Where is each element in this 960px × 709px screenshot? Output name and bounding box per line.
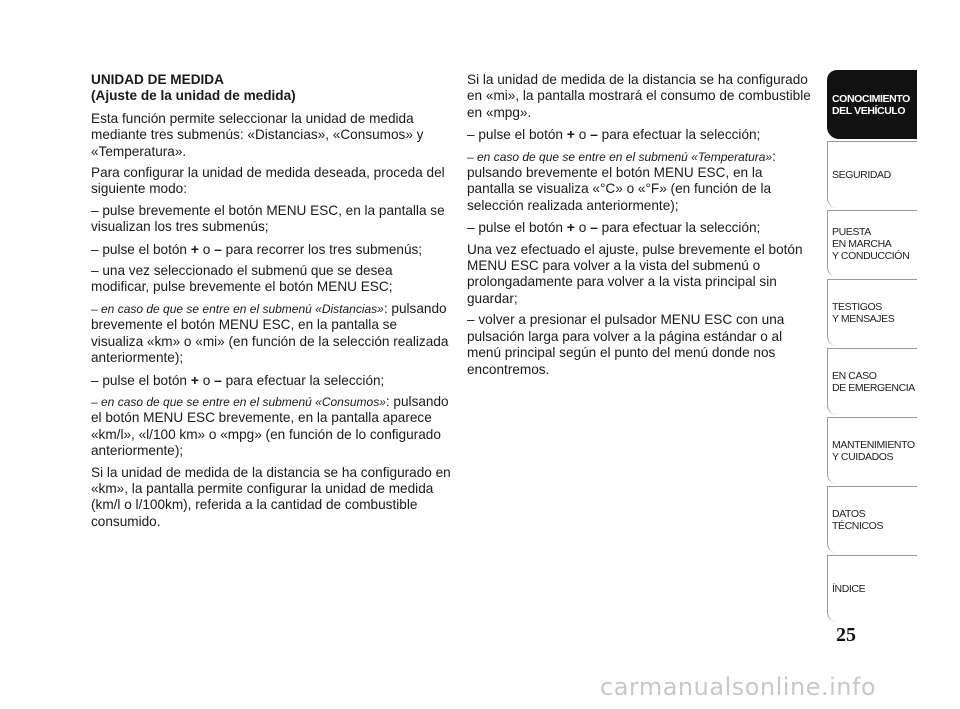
plus-symbol: + bbox=[190, 371, 199, 388]
italic-text: – en caso de que se entre en el submenú «Temperatura» bbox=[467, 149, 773, 164]
tab-indice[interactable]: ÍNDICE bbox=[827, 555, 917, 622]
text: para recorrer los tres submenús; bbox=[221, 241, 423, 257]
text: o bbox=[198, 241, 215, 257]
tab-conocimiento-del-vehiculo[interactable]: CONOCIMIENTO DEL VEHÍCULO bbox=[827, 70, 917, 139]
left-column bbox=[91, 72, 451, 535]
watermark: carmanualsonline.info bbox=[600, 673, 877, 701]
heading-subtitle: (Ajuste de la unidad de medida) bbox=[91, 88, 296, 104]
text: – pulse el botón bbox=[467, 127, 567, 143]
heading-title: UNIDAD DE MEDIDA bbox=[91, 72, 224, 87]
text: para efectuar la selección; bbox=[221, 372, 385, 388]
text: – pulse el botón bbox=[467, 220, 567, 236]
paragraph: – volver a presionar el pulsador MENU ESC con una pulsación larga para volver a la página estándar o al menú principal según el punto del menú donde nos encontremos. bbox=[467, 312, 785, 377]
tab-mantenimiento-y-cuidados[interactable]: MANTENIMIENTO Y CUIDADOS bbox=[827, 417, 917, 484]
plus-symbol: + bbox=[190, 240, 199, 257]
text: o bbox=[198, 372, 215, 388]
tab-testigos-y-mensajes[interactable]: TESTIGOS Y MENSAJES bbox=[827, 279, 917, 346]
tab-datos-tecnicos[interactable]: DATOS TÉCNICOS bbox=[827, 486, 917, 553]
italic-text: – en caso de que se entre en el submenú «Distancias» bbox=[91, 301, 384, 316]
text: : pulsando el botón MENU ESC brevemente, en la pantalla aparece «km/l», «l/100 km» o «mpg» (en función de lo configurado anteriormente); bbox=[91, 393, 449, 459]
minus-symbol: – bbox=[214, 240, 222, 257]
tab-seguridad[interactable]: SEGURIDAD bbox=[827, 141, 917, 208]
tab-puesta-en-marcha[interactable]: PUESTA EN MARCHA Y CONDUCCIÓN bbox=[827, 210, 917, 277]
tab-en-caso-de-emergencia[interactable]: EN CASO DE EMERGENCIA bbox=[827, 348, 917, 415]
text: : pulsando brevemente el botón MENU ESC, en la pantalla se visualiza «°C» o «°F» (en función de la selección realizada anteriormente); bbox=[467, 148, 776, 213]
paragraph: Esta función permite seleccionar la unidad de medida mediante tres submenús: «Distancias», «Consumos» y «Temperatura». bbox=[91, 110, 424, 159]
plus-symbol: + bbox=[566, 219, 575, 236]
paragraph bbox=[467, 219, 812, 236]
italic-text: – en caso de que se entre en el submenú «Consumos» bbox=[91, 394, 386, 409]
paragraph bbox=[467, 126, 812, 143]
minus-symbol: – bbox=[214, 371, 222, 388]
text: – pulse el botón bbox=[91, 241, 191, 257]
paragraph bbox=[91, 394, 451, 460]
paragraph bbox=[91, 372, 451, 389]
section-tabs bbox=[827, 70, 917, 624]
paragraph bbox=[91, 241, 451, 258]
text: o bbox=[574, 220, 591, 236]
text: para efectuar la selección; bbox=[597, 127, 761, 143]
paragraph: – pulse brevemente el botón MENU ESC, en la pantalla se visualizan los tres submenús; bbox=[91, 202, 445, 235]
section-heading bbox=[91, 72, 451, 105]
paragraph bbox=[91, 301, 451, 367]
text: : pulsando brevemente el botón MENU ESC, en la pantalla se visualiza «km» o «mi» (en función de la selección realizada anteriormente); bbox=[91, 300, 449, 366]
paragraph: Si la unidad de medida de la distancia se ha configurado en «km», la pantalla permite configurar la unidad de medida (km/l o l/100km), referida a la cantidad de combustible consumido. bbox=[91, 464, 451, 529]
minus-symbol: – bbox=[590, 219, 598, 236]
text: – pulse el botón bbox=[91, 372, 191, 388]
paragraph: – una vez seleccionado el submenú que se desea modificar, pulse brevemente el botón MENU ESC; bbox=[91, 263, 393, 295]
paragraph: Una vez efectuado el ajuste, pulse brevemente el botón MENU ESC para volver a la vista del submenú o prolongadamente para volver a la vista principal sin guardar; bbox=[467, 241, 803, 306]
text: o bbox=[574, 127, 591, 143]
right-column bbox=[467, 72, 812, 383]
plus-symbol: + bbox=[566, 126, 575, 143]
paragraph: Para configurar la unidad de medida deseada, proceda del siguiente modo: bbox=[91, 165, 445, 197]
page-number: 25 bbox=[836, 624, 856, 646]
paragraph bbox=[467, 149, 812, 215]
minus-symbol: – bbox=[590, 126, 598, 143]
text: para efectuar la selección; bbox=[597, 220, 761, 236]
paragraph: Si la unidad de medida de la distancia se ha configurado en «mi», la pantalla mostrará el consumo de combustible en «mpg». bbox=[467, 72, 811, 120]
